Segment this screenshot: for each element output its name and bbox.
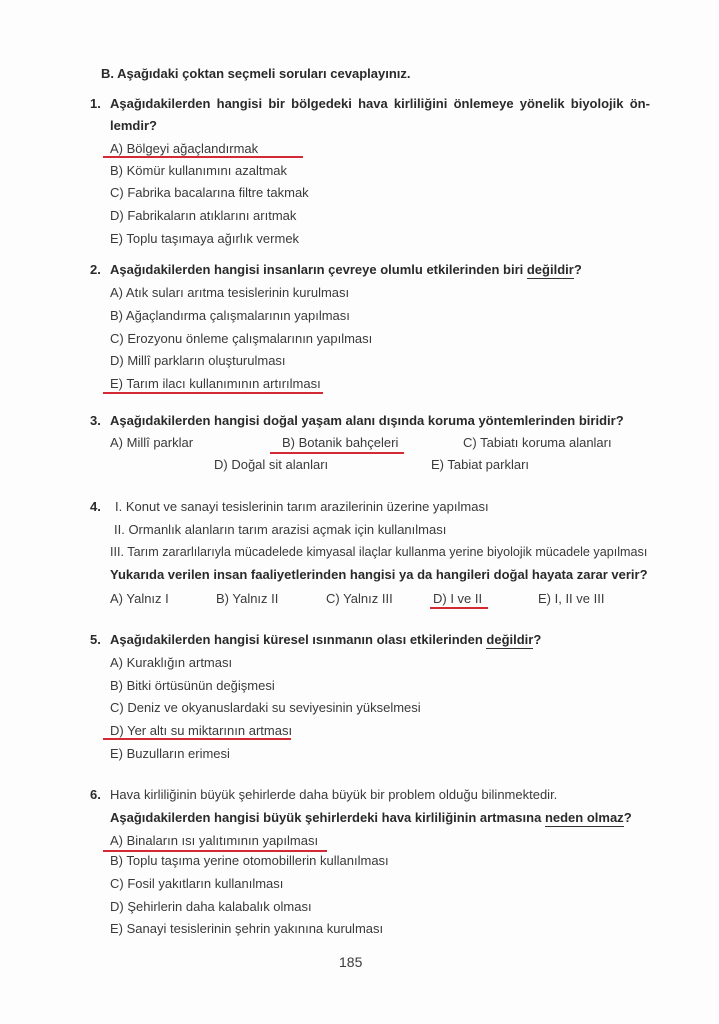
q6-intro: Hava kirliliğinin büyük şehirlerde daha büyük bir problem olduğu bilinmektedir. xyxy=(110,787,558,802)
q3-option-a[interactable]: A) Millî parklar xyxy=(110,435,194,450)
q2-stem-end: ? xyxy=(573,262,582,277)
q1-option-e[interactable]: E) Toplu taşımaya ağırlık vermek xyxy=(110,231,300,246)
q3-option-d[interactable]: D) Doğal sit alanları xyxy=(214,457,329,472)
q4-option-c[interactable]: C) Yalnız III xyxy=(326,591,393,606)
q3-option-c[interactable]: C) Tabiatı koruma alanları xyxy=(463,435,612,450)
q6-stem-text: Aşağıdakilerden hangisi büyük şehirlerdeki hava kirliliğinin artmasına xyxy=(110,810,545,825)
page-number: 185 xyxy=(339,954,363,970)
q5-option-a[interactable]: A) Kuraklığın artması xyxy=(110,655,233,670)
q5-stem-text: Aşağıdakilerden hangisi küresel ısınmanın olası etkilerinden xyxy=(110,632,487,647)
q4-statement-2: II. Ormanlık alanların tarım arazisi açmak için kullanılması xyxy=(114,522,447,537)
q2-keyword: değildir xyxy=(526,262,574,277)
q1-option-b[interactable]: B) Kömür kullanımını azaltmak xyxy=(110,163,288,178)
q1-answer-mark xyxy=(103,156,303,158)
q5-number: 5. xyxy=(90,632,101,647)
q3-stem: Aşağıdakilerden hangisi doğal yaşam alanı dışında koruma yöntemlerinden biridir? xyxy=(110,413,624,428)
q6-option-a[interactable]: A) Binaların ısı yalıtımının yapılması xyxy=(110,833,319,848)
q4-answer-mark xyxy=(430,607,488,609)
q1-option-a[interactable]: A) Bölgeyi ağaçlandırmak xyxy=(110,141,259,156)
q6-keyword: neden olmaz xyxy=(544,810,624,825)
q2-option-a[interactable]: A) Atık suları arıtma tesislerinin kurulması xyxy=(110,285,350,300)
q6-stem xyxy=(110,810,632,826)
q1-stem: Aşağıdakilerden hangisi bir bölgedeki hava kirliliğini önlemeye yönelik biyolojik ön- xyxy=(110,96,650,111)
q6-option-c[interactable]: C) Fosil yakıtların kullanılması xyxy=(110,876,284,891)
q5-stem-end: ? xyxy=(533,632,542,647)
q6-option-b[interactable]: B) Toplu taşıma yerine otomobillerin kullanılması xyxy=(110,853,389,868)
q4-option-e[interactable]: E) I, II ve III xyxy=(538,591,605,606)
q5-keyword: değildir xyxy=(486,632,534,647)
q2-option-c[interactable]: C) Erozyonu önleme çalışmalarının yapılması xyxy=(110,331,373,346)
q2-option-b[interactable]: B) Ağaçlandırma çalışmalarının yapılması xyxy=(110,308,350,323)
q1-option-c[interactable]: C) Fabrika bacalarına filtre takmak xyxy=(110,185,309,200)
q6-number: 6. xyxy=(90,787,101,802)
q2-stem-text: Aşağıdakilerden hangisi insanların çevreye olumlu etkilerinden biri xyxy=(110,262,527,277)
q6-stem-end: ? xyxy=(623,810,632,825)
q4-number: 4. xyxy=(90,499,101,514)
q5-stem xyxy=(110,632,541,648)
q2-number: 2. xyxy=(90,262,101,277)
q4-option-b[interactable]: B) Yalnız II xyxy=(216,591,279,606)
q4-statement-3: III. Tarım zararlılarıyla mücadelede kimyasal ilaçlar kullanma yerine biyolojik mücadele yapılması xyxy=(110,545,648,559)
q3-number: 3. xyxy=(90,413,101,428)
q3-option-b[interactable]: B) Botanik bahçeleri xyxy=(282,435,399,450)
q2-stem xyxy=(110,262,582,278)
q5-answer-mark xyxy=(103,738,291,740)
q5-option-e[interactable]: E) Buzulların erimesi xyxy=(110,746,230,761)
q6-option-e[interactable]: E) Sanayi tesislerinin şehrin yakınına kurulması xyxy=(110,921,384,936)
q4-stem: Yukarıda verilen insan faaliyetlerinden hangisi ya da hangileri doğal hayata zarar verir? xyxy=(110,567,648,582)
q2-option-d[interactable]: D) Millî parkların oluşturulması xyxy=(110,353,286,368)
q4-statement-1: I. Konut ve sanayi tesislerinin tarım arazilerinin üzerine yapılması xyxy=(115,499,489,514)
section-title: B. Aşağıdaki çoktan seçmeli soruları cevaplayınız. xyxy=(101,66,411,81)
q2-option-e[interactable]: E) Tarım ilacı kullanımının artırılması xyxy=(110,376,321,391)
q1-stem-cont: lemdir? xyxy=(110,118,157,133)
q1-option-d[interactable]: D) Fabrikaların atıklarını arıtmak xyxy=(110,208,297,223)
q5-option-d[interactable]: D) Yer altı su miktarının artması xyxy=(110,723,293,738)
q3-option-e[interactable]: E) Tabiat parkları xyxy=(431,457,530,472)
q5-option-c[interactable]: C) Deniz ve okyanuslardaki su seviyesinin yükselmesi xyxy=(110,700,421,715)
q6-option-d[interactable]: D) Şehirlerin daha kalabalık olması xyxy=(110,899,312,914)
q3-answer-mark xyxy=(270,452,404,454)
q6-answer-mark xyxy=(103,850,327,852)
q1-number: 1. xyxy=(90,96,101,111)
q4-option-d[interactable]: D) I ve II xyxy=(433,591,483,606)
q2-answer-mark xyxy=(103,392,323,394)
q4-option-a[interactable]: A) Yalnız I xyxy=(110,591,169,606)
q5-option-b[interactable]: B) Bitki örtüsünün değişmesi xyxy=(110,678,275,693)
